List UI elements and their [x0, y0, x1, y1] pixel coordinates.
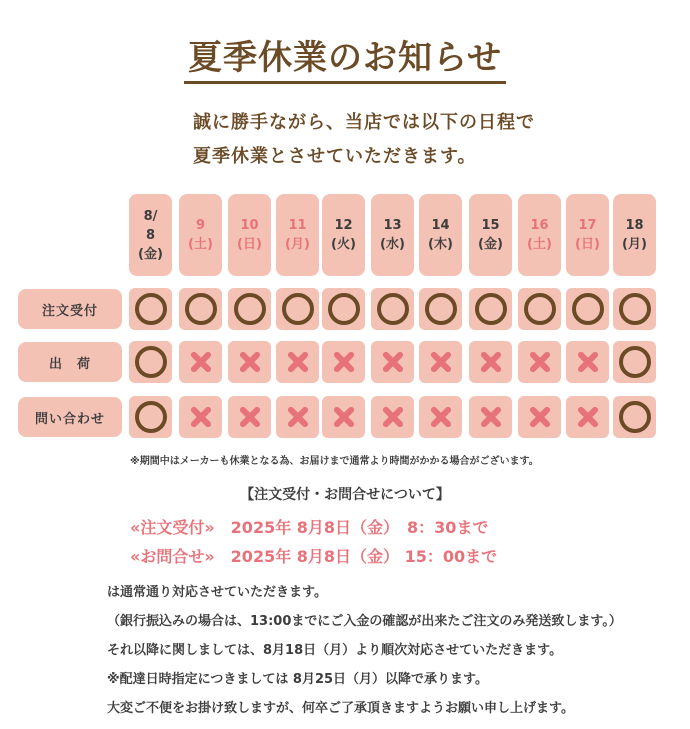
- status-cell: [276, 396, 319, 438]
- date-day: 8/: [143, 208, 158, 224]
- date-weekday: (火): [331, 237, 356, 252]
- date-weekday: (土): [188, 237, 213, 252]
- circle-mark-icon: [425, 293, 457, 325]
- cross-mark-icon: [237, 404, 263, 430]
- inquiry-deadline: «お問合せ» 2025年 8月8日（金） 15：00まで: [130, 547, 498, 566]
- date-cell: [129, 194, 172, 276]
- cross-mark-icon: [428, 349, 454, 375]
- status-cell: [179, 396, 222, 438]
- cross-mark-icon: [428, 404, 454, 430]
- cross-mark-icon: [478, 404, 504, 430]
- circle-mark-icon: [328, 293, 360, 325]
- status-cell: [322, 288, 365, 330]
- date-cell: [419, 194, 462, 276]
- intro-line: 誠に勝手ながら、当店では以下の日程で: [193, 112, 535, 133]
- status-cell: [228, 396, 271, 438]
- status-cell: [179, 288, 222, 330]
- circle-mark-icon: [475, 293, 507, 325]
- date-weekday: (木): [428, 237, 453, 252]
- status-cell: [276, 288, 319, 330]
- status-cell: [371, 288, 414, 330]
- status-cell: [613, 288, 656, 330]
- status-cell: [419, 341, 462, 383]
- status-cell: [129, 396, 172, 438]
- date-day: 15: [481, 218, 500, 233]
- status-cell: [322, 396, 365, 438]
- date-day: 16: [530, 218, 549, 233]
- cross-mark-icon: [331, 404, 357, 430]
- date-cell: [469, 194, 512, 276]
- date-weekday: (金): [138, 246, 163, 262]
- status-cell: [613, 396, 656, 438]
- cross-mark-icon: [188, 404, 214, 430]
- circle-mark-icon: [282, 293, 314, 325]
- status-cell: [322, 341, 365, 383]
- status-cell: [469, 396, 512, 438]
- date-day: 8: [145, 227, 156, 243]
- cross-mark-icon: [331, 349, 357, 375]
- status-cell: [613, 341, 656, 383]
- page-title: 夏季休業のお知らせ: [0, 30, 690, 79]
- intro-line: 夏季休業とさせていただきます。: [193, 146, 477, 167]
- date-cell: [566, 194, 609, 276]
- body-line: ※配達日時指定につきましては 8月25日（月）以降で承ります。: [107, 672, 489, 687]
- status-cell: [228, 288, 271, 330]
- body-text: [107, 578, 622, 723]
- status-cell: [371, 396, 414, 438]
- date-weekday: (月): [285, 237, 310, 252]
- cross-mark-icon: [285, 349, 311, 375]
- status-cell: [419, 396, 462, 438]
- status-cell: [179, 341, 222, 383]
- circle-mark-icon: [234, 293, 266, 325]
- circle-mark-icon: [619, 346, 651, 378]
- order-deadline: «注文受付» 2025年 8月8日（金） 8：30まで: [130, 518, 489, 537]
- date-cell: [518, 194, 561, 276]
- intro-text: [193, 106, 535, 174]
- date-weekday: (金): [478, 237, 503, 252]
- status-cell: [518, 396, 561, 438]
- status-cell: [566, 341, 609, 383]
- date-weekday: (水): [380, 237, 405, 252]
- date-day: 9: [195, 218, 206, 233]
- date-day: 10: [240, 218, 259, 233]
- status-cell: [469, 341, 512, 383]
- circle-mark-icon: [135, 401, 167, 433]
- cross-mark-icon: [575, 404, 601, 430]
- date-cell: [276, 194, 319, 276]
- status-cell: [566, 396, 609, 438]
- body-line: それ以降に関しましては、8月18日（月）より順次対応させていただきます。: [107, 643, 563, 658]
- status-cell: [276, 341, 319, 383]
- date-cell: [371, 194, 414, 276]
- circle-mark-icon: [619, 401, 651, 433]
- date-day: 12: [334, 218, 353, 233]
- period-note: ※期間中はメーカーも休業となる為、お届けまで通常より時間がかかる場合がございます。: [130, 456, 539, 467]
- status-cell: [566, 288, 609, 330]
- cross-mark-icon: [478, 349, 504, 375]
- date-day: 14: [431, 218, 450, 233]
- cross-mark-icon: [527, 349, 553, 375]
- cross-mark-icon: [285, 404, 311, 430]
- cross-mark-icon: [188, 349, 214, 375]
- body-line: は通常通り対応させていただきます。: [107, 585, 327, 600]
- date-weekday: (日): [575, 237, 600, 252]
- circle-mark-icon: [572, 293, 604, 325]
- date-cell: [179, 194, 222, 276]
- circle-mark-icon: [524, 293, 556, 325]
- date-day: 13: [383, 218, 402, 233]
- date-day: 18: [625, 218, 644, 233]
- status-cell: [518, 288, 561, 330]
- date-cell: [613, 194, 656, 276]
- status-cell: [228, 341, 271, 383]
- status-cell: [129, 288, 172, 330]
- cross-mark-icon: [527, 404, 553, 430]
- status-cell: [371, 341, 414, 383]
- date-day: 11: [288, 218, 307, 233]
- date-cell: [322, 194, 365, 276]
- date-weekday: (土): [527, 237, 552, 252]
- date-weekday: (日): [237, 237, 262, 252]
- status-cell: [469, 288, 512, 330]
- circle-mark-icon: [619, 293, 651, 325]
- row-label: 出 荷: [18, 342, 122, 382]
- circle-mark-icon: [377, 293, 409, 325]
- status-cell: [419, 288, 462, 330]
- cross-mark-icon: [380, 349, 406, 375]
- row-label: 注文受付: [18, 289, 122, 329]
- cross-mark-icon: [575, 349, 601, 375]
- section-heading: 【注文受付・お問合せについて】: [240, 487, 450, 503]
- row-label: 問い合わせ: [18, 397, 122, 437]
- circle-mark-icon: [135, 293, 167, 325]
- body-line: （銀行振込みの場合は、13:00までにご入金の確認が出来たご注文のみ発送致します。）: [107, 614, 622, 629]
- status-cell: [129, 341, 172, 383]
- status-cell: [518, 341, 561, 383]
- body-line: 大変ご不便をお掛け致しますが、何卒ご了承頂きますようお願い申し上げます。: [107, 701, 574, 716]
- circle-mark-icon: [135, 346, 167, 378]
- cross-mark-icon: [237, 349, 263, 375]
- date-day: 17: [578, 218, 597, 233]
- circle-mark-icon: [185, 293, 217, 325]
- cross-mark-icon: [380, 404, 406, 430]
- date-weekday: (月): [622, 237, 647, 252]
- date-cell: [228, 194, 271, 276]
